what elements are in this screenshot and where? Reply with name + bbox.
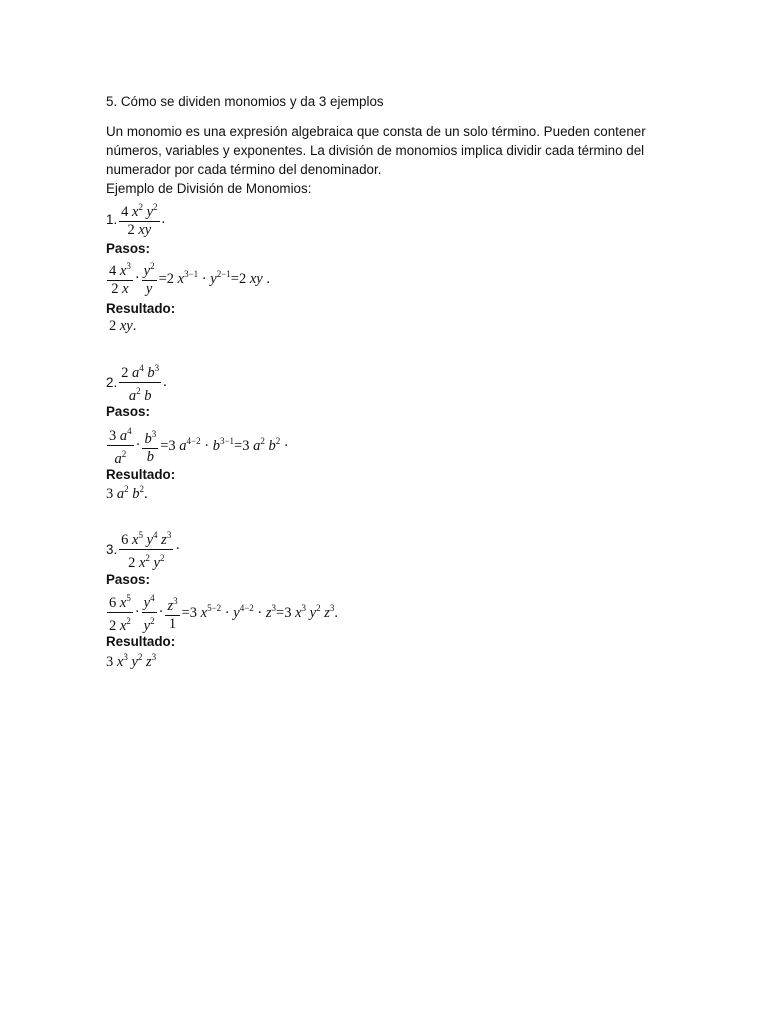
example-2-problem: 2. 2 $a^4$ $b^3$ $a^2$ b . [106,360,168,405]
example-title: Ejemplo de División de Monomios: [106,181,312,196]
fraction: 2 $a^4$ $b^3$ $a^2$ b [119,360,161,405]
fraction: 4 $x^2$ $y^2$ 2 xy [119,199,159,239]
example-1-result: 2 xy. [109,318,137,334]
steps-label: Pasos: [106,404,150,419]
result-label: Resultado: [106,467,176,482]
result-label: Resultado: [106,301,176,316]
steps-label: Pasos: [106,572,150,587]
intro-line-2: números, variables y exponentes. La división de monomios implica dividir cada término del [106,143,645,158]
steps-label: Pasos: [106,241,150,256]
example-2-result: 3 $a^2$ $b^2$. [106,484,148,502]
intro-line-1: Un monomio es una expresión algebraica que consta de un solo término. Pueden contener [106,124,646,139]
example-2-steps: 3 $a^4$ $a^2$ · $\frac{b^3}{b}$ =3 $a^{4-2} \cdot b^{3-1}=3$ $a^2$ $b^2$ · [106,423,290,468]
example-1-problem: 1. 4 $x^2$ $y^2$ 2 xy . [106,199,166,239]
example-1-steps: 4 $x^3$ 2 x · $\frac{y^2}{y}$ =2 $x^{3-1} \cdot y^{2-1}=2$ xy . [106,258,271,298]
example-3-steps: 6 $x^5$ 2 $x^2$ · $y^4$ $y^2$ · $\frac{z^3}{1}$ =3 $x^{5-2} \cdot y^{4-2} \cdot z^3=3$ $x^3$ $y^2$ $z^3$. [106,590,339,635]
page-heading: 5. Cómo se dividen monomios y da 3 ejemplos [106,94,384,109]
example-2-number: 2. [106,375,118,390]
result-label: Resultado: [106,634,176,649]
example-3-result: 3 $x^3$ $y^2$ $z^3$ [106,652,157,670]
fraction: 6 $x^5$ $y^4$ $z^3$ 2 $x^2$ $y^2$ [119,527,173,572]
intro-line-3: numerador por cada término del denominador. [106,162,382,177]
example-3-problem: 3. 6 $x^5$ $y^4$ $z^3$ 2 $x^2$ $y^2$ · [106,527,181,572]
example-3-number: 3. [106,542,118,557]
example-1-number: 1. [106,211,118,227]
